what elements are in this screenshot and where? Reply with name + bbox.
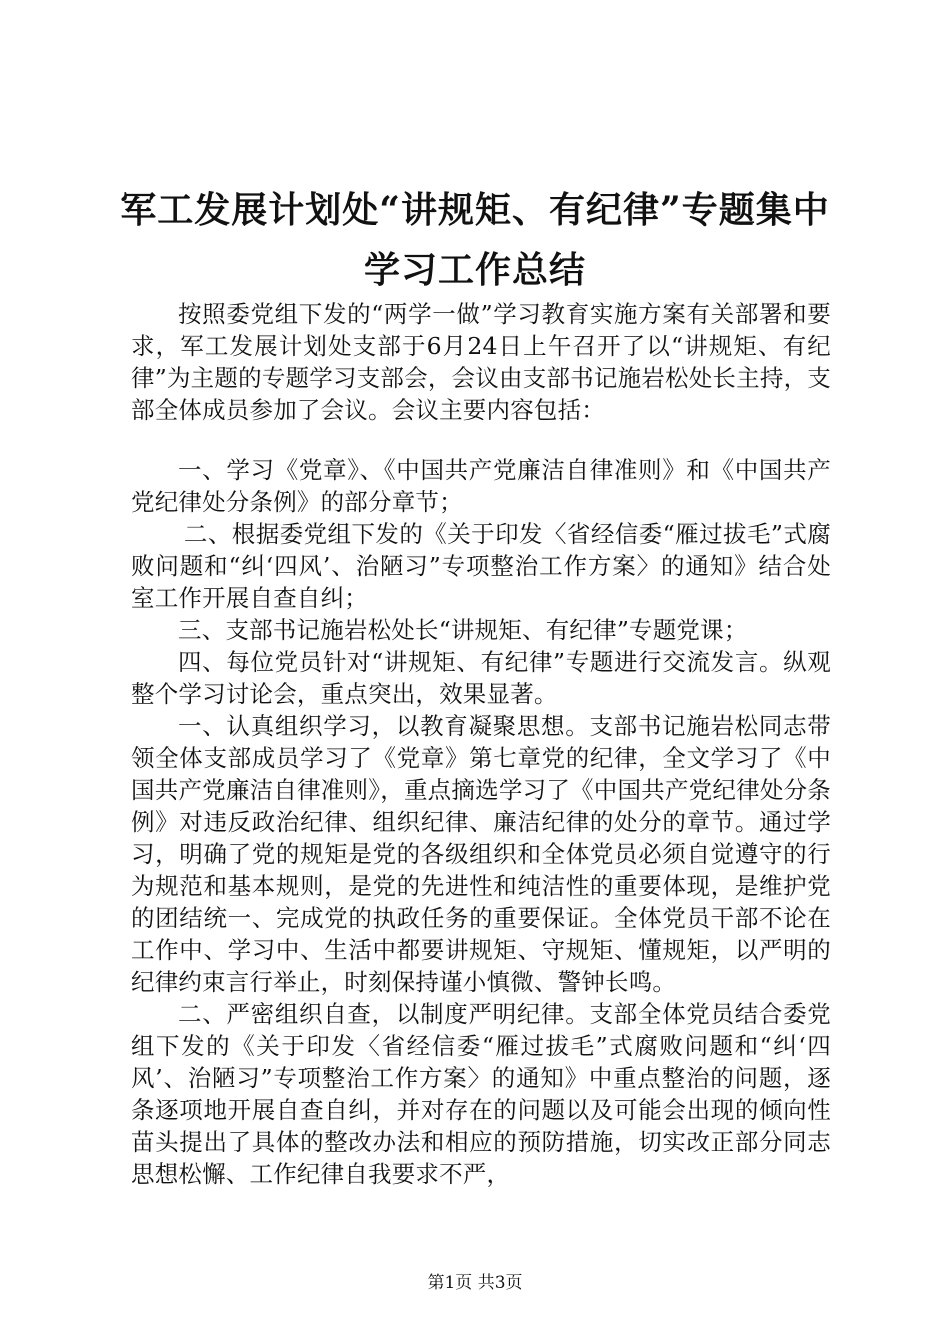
agenda-item-1: 一、学习《党章》、《中国共产党廉洁自律准则》和《中国共产党纪律处分条例》的部分章节；: [131, 456, 831, 516]
document-body: [131, 298, 831, 1190]
section-1-paragraph: 一、认真组织学习，以教育凝聚思想。支部书记施岩松同志带领全体支部成员学习了《党章》第七章党的纪律，全文学习了《中国共产党廉洁自律准则》，重点摘选学习了《中国共产党纪律处分条例》对违反政治纪律、组织纪律、廉洁纪律的处分的章节。通过学习，明确了党的规矩是党的各级组织和全体党员必须自觉遵守的行为规范和基本规则，是党的先进性和纯洁性的重要体现，是维护党的团结统一、完成党的执政任务的重要保证。全体党员干部不论在工作中、学习中、生活中都要讲规矩、守规矩、懂规矩，以严明的纪律约束言行举止，时刻保持谨小慎微、警钟长鸣。: [131, 712, 831, 996]
page-footer: 第1页 共3页: [427, 1273, 523, 1293]
intro-paragraph: 按照委党组下发的“两学一做”学习教育实施方案有关部署和要求，军工发展计划处支部于6月24日上午召开了以“讲规矩、有纪律”为主题的专题学习支部会，会议由支部书记施岩松处长主持，支部全体成员参加了会议。会议主要内容包括：: [131, 300, 831, 424]
agenda-item-4: 四、每位党员针对“讲规矩、有纪律”专题进行交流发言。纵观整个学习讨论会，重点突出，效果显著。: [131, 648, 831, 708]
document-title-line-1: 军工发展计划处“讲规矩、有纪律”专题集中: [120, 189, 830, 231]
agenda-item-3: 三、支部书记施岩松处长“讲规矩、有纪律”专题党课；: [178, 616, 748, 644]
agenda-item-2: 二、根据委党组下发的《关于印发〈省经信委“雁过拔毛”式腐败问题和“纠‘四风’、治陋习”专项整治工作方案〉的通知》结合处室工作开展自查自纠；: [131, 520, 831, 612]
section-2-paragraph: 二、严密组织自查，以制度严明纪律。支部全体党员结合委党组下发的《关于印发〈省经信委“雁过拔毛”式腐败问题和“纠‘四风’、治陋习”专项整治工作方案〉的通知》中重点整治的问题，逐条逐项地开展自查自纠，并对存在的问题以及可能会出现的倾向性苗头提出了具体的整改办法和相应的预防措施，切实改正部分同志思想松懈、工作纪律自我要求不严，: [131, 1000, 831, 1188]
document-title-line-2: 学习工作总结: [363, 249, 586, 291]
